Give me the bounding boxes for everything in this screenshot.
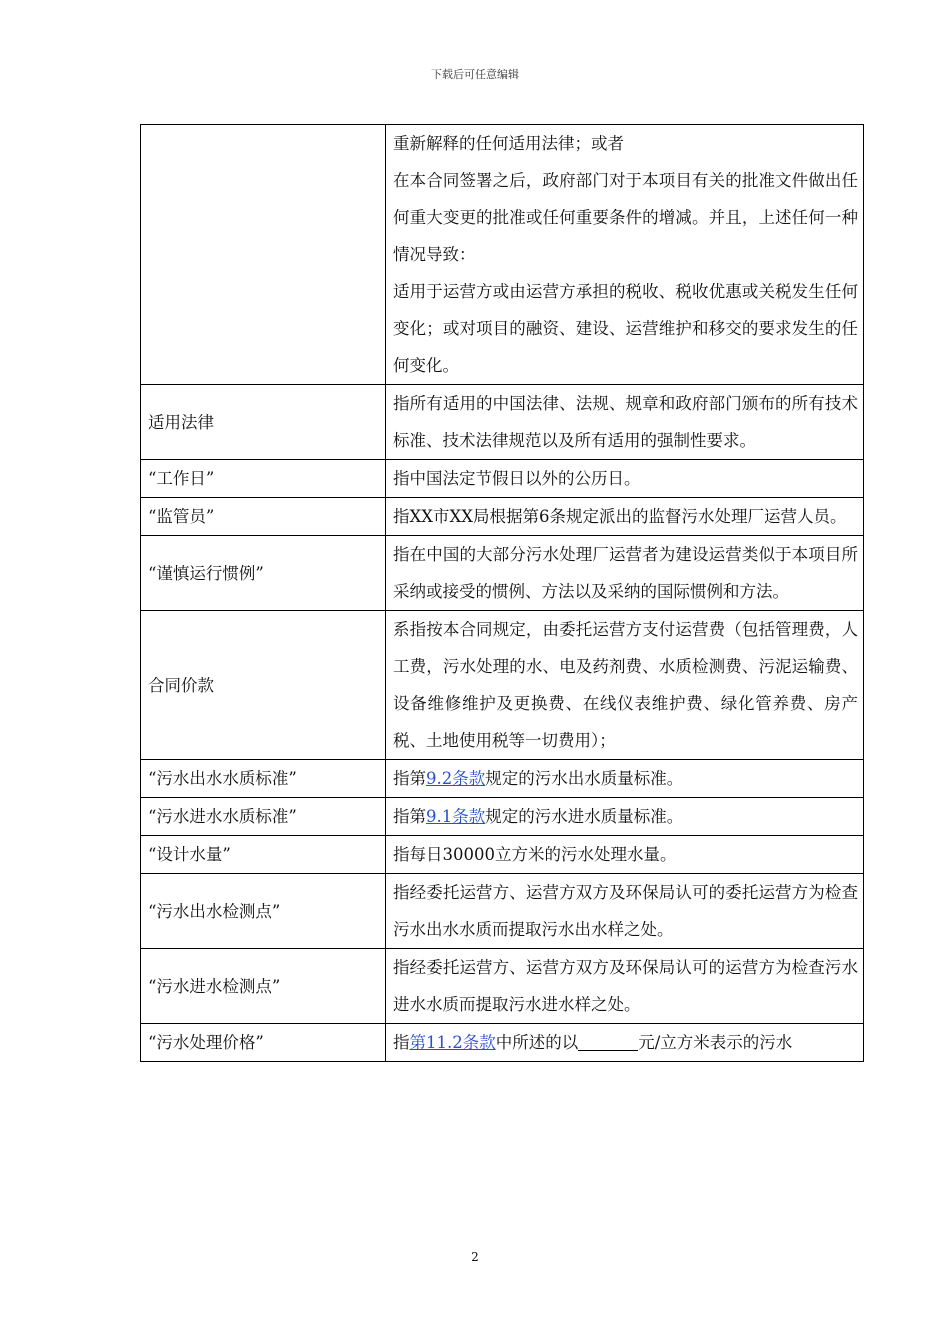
definition-cell: 指XX市XX局根据第6条规定派出的监督污水处理厂运营人员。 [386,498,864,536]
table-row [141,1024,864,1062]
term-cell: “监管员” [141,498,386,536]
definitions-table [140,124,864,1062]
table-row [141,836,864,874]
fill-in-blank [578,1032,638,1051]
table-row [141,760,864,798]
table-row [141,874,864,949]
definition-suffix: 元/立方米表示的污水 [638,1033,793,1052]
definition-paragraph: 适用于运营方或由运营方承担的税收、税收优惠或关税发生任何变化；或对项目的融资、建设、运营维护和移交的要求发生的任何变化。 [393,282,858,375]
term-cell: “污水出水水质标准” [141,760,386,798]
definition-cell: 系指按本合同规定，由委托运营方支付运营费（包括管理费，人工费，污水处理的水、电及药剂费、水质检测费、污泥运输费、设备维修维护及更换费、在线仪表维护费、绿化管养费、房产税、土地使用税等一切费用）； [386,611,864,760]
definition-cell: 指在中国的大部分污水处理厂运营者为建设运营类似于本项目所采纳或接受的惯例、方法以及采纳的国际惯例和方法。 [386,536,864,611]
definition-suffix: 规定的污水进水质量标准。 [485,807,684,826]
definition-cell: 指所有适用的中国法律、法规、规章和政府部门颁布的所有技术标准、技术法律规范以及所有适用的强制性要求。 [386,385,864,460]
table-row [141,611,864,760]
definition-cell [386,798,864,836]
definition-cell: 指经委托运营方、运营方双方及环保局认可的运营方为检查污水进水水质而提取污水进水样之处。 [386,949,864,1024]
table-row [141,498,864,536]
table-row [141,536,864,611]
term-cell [141,125,386,385]
definition-prefix: 指 [393,1033,410,1052]
definition-prefix: 指第 [393,807,426,826]
term-cell: “污水进水水质标准” [141,798,386,836]
table-row [141,385,864,460]
clause-link-9-2[interactable]: 9.2条款 [426,769,486,788]
term-cell: 适用法律 [141,385,386,460]
term-cell: 合同价款 [141,611,386,760]
definition-cell [386,125,864,385]
table-row [141,125,864,385]
definition-suffix: 规定的污水出水质量标准。 [485,769,684,788]
definition-prefix: 指第 [393,769,426,788]
definition-cell: 指经委托运营方、运营方双方及环保局认可的委托运营方为检查污水出水水质而提取污水出水样之处。 [386,874,864,949]
table-row [141,460,864,498]
clause-link-9-1[interactable]: 9.1条款 [426,807,486,826]
definition-paragraph: 在本合同签署之后，政府部门对于本项目有关的批准文件做出任何重大变更的批准或任何重要条件的增减。并且，上述任何一种情况导致： [393,171,858,264]
page-number: 2 [471,1250,479,1264]
term-cell: “设计水量” [141,836,386,874]
definition-cell: 指每日30000立方米的污水处理水量。 [386,836,864,874]
term-cell: “污水进水检测点” [141,949,386,1024]
table-row [141,949,864,1024]
definition-cell: 指中国法定节假日以外的公历日。 [386,460,864,498]
definition-cell [386,1024,864,1062]
term-cell: “污水处理价格” [141,1024,386,1062]
definition-paragraph: 重新解释的任何适用法律；或者 [393,134,624,153]
definition-middle: 中所述的以 [495,1033,579,1052]
term-cell: “谨慎运行惯例” [141,536,386,611]
definition-cell [386,760,864,798]
term-cell: “工作日” [141,460,386,498]
table-row [141,798,864,836]
term-cell: “污水出水检测点” [141,874,386,949]
clause-link-11-2[interactable]: 第11.2条款 [409,1033,496,1052]
page-header: 下载后可任意编辑 [431,68,519,81]
